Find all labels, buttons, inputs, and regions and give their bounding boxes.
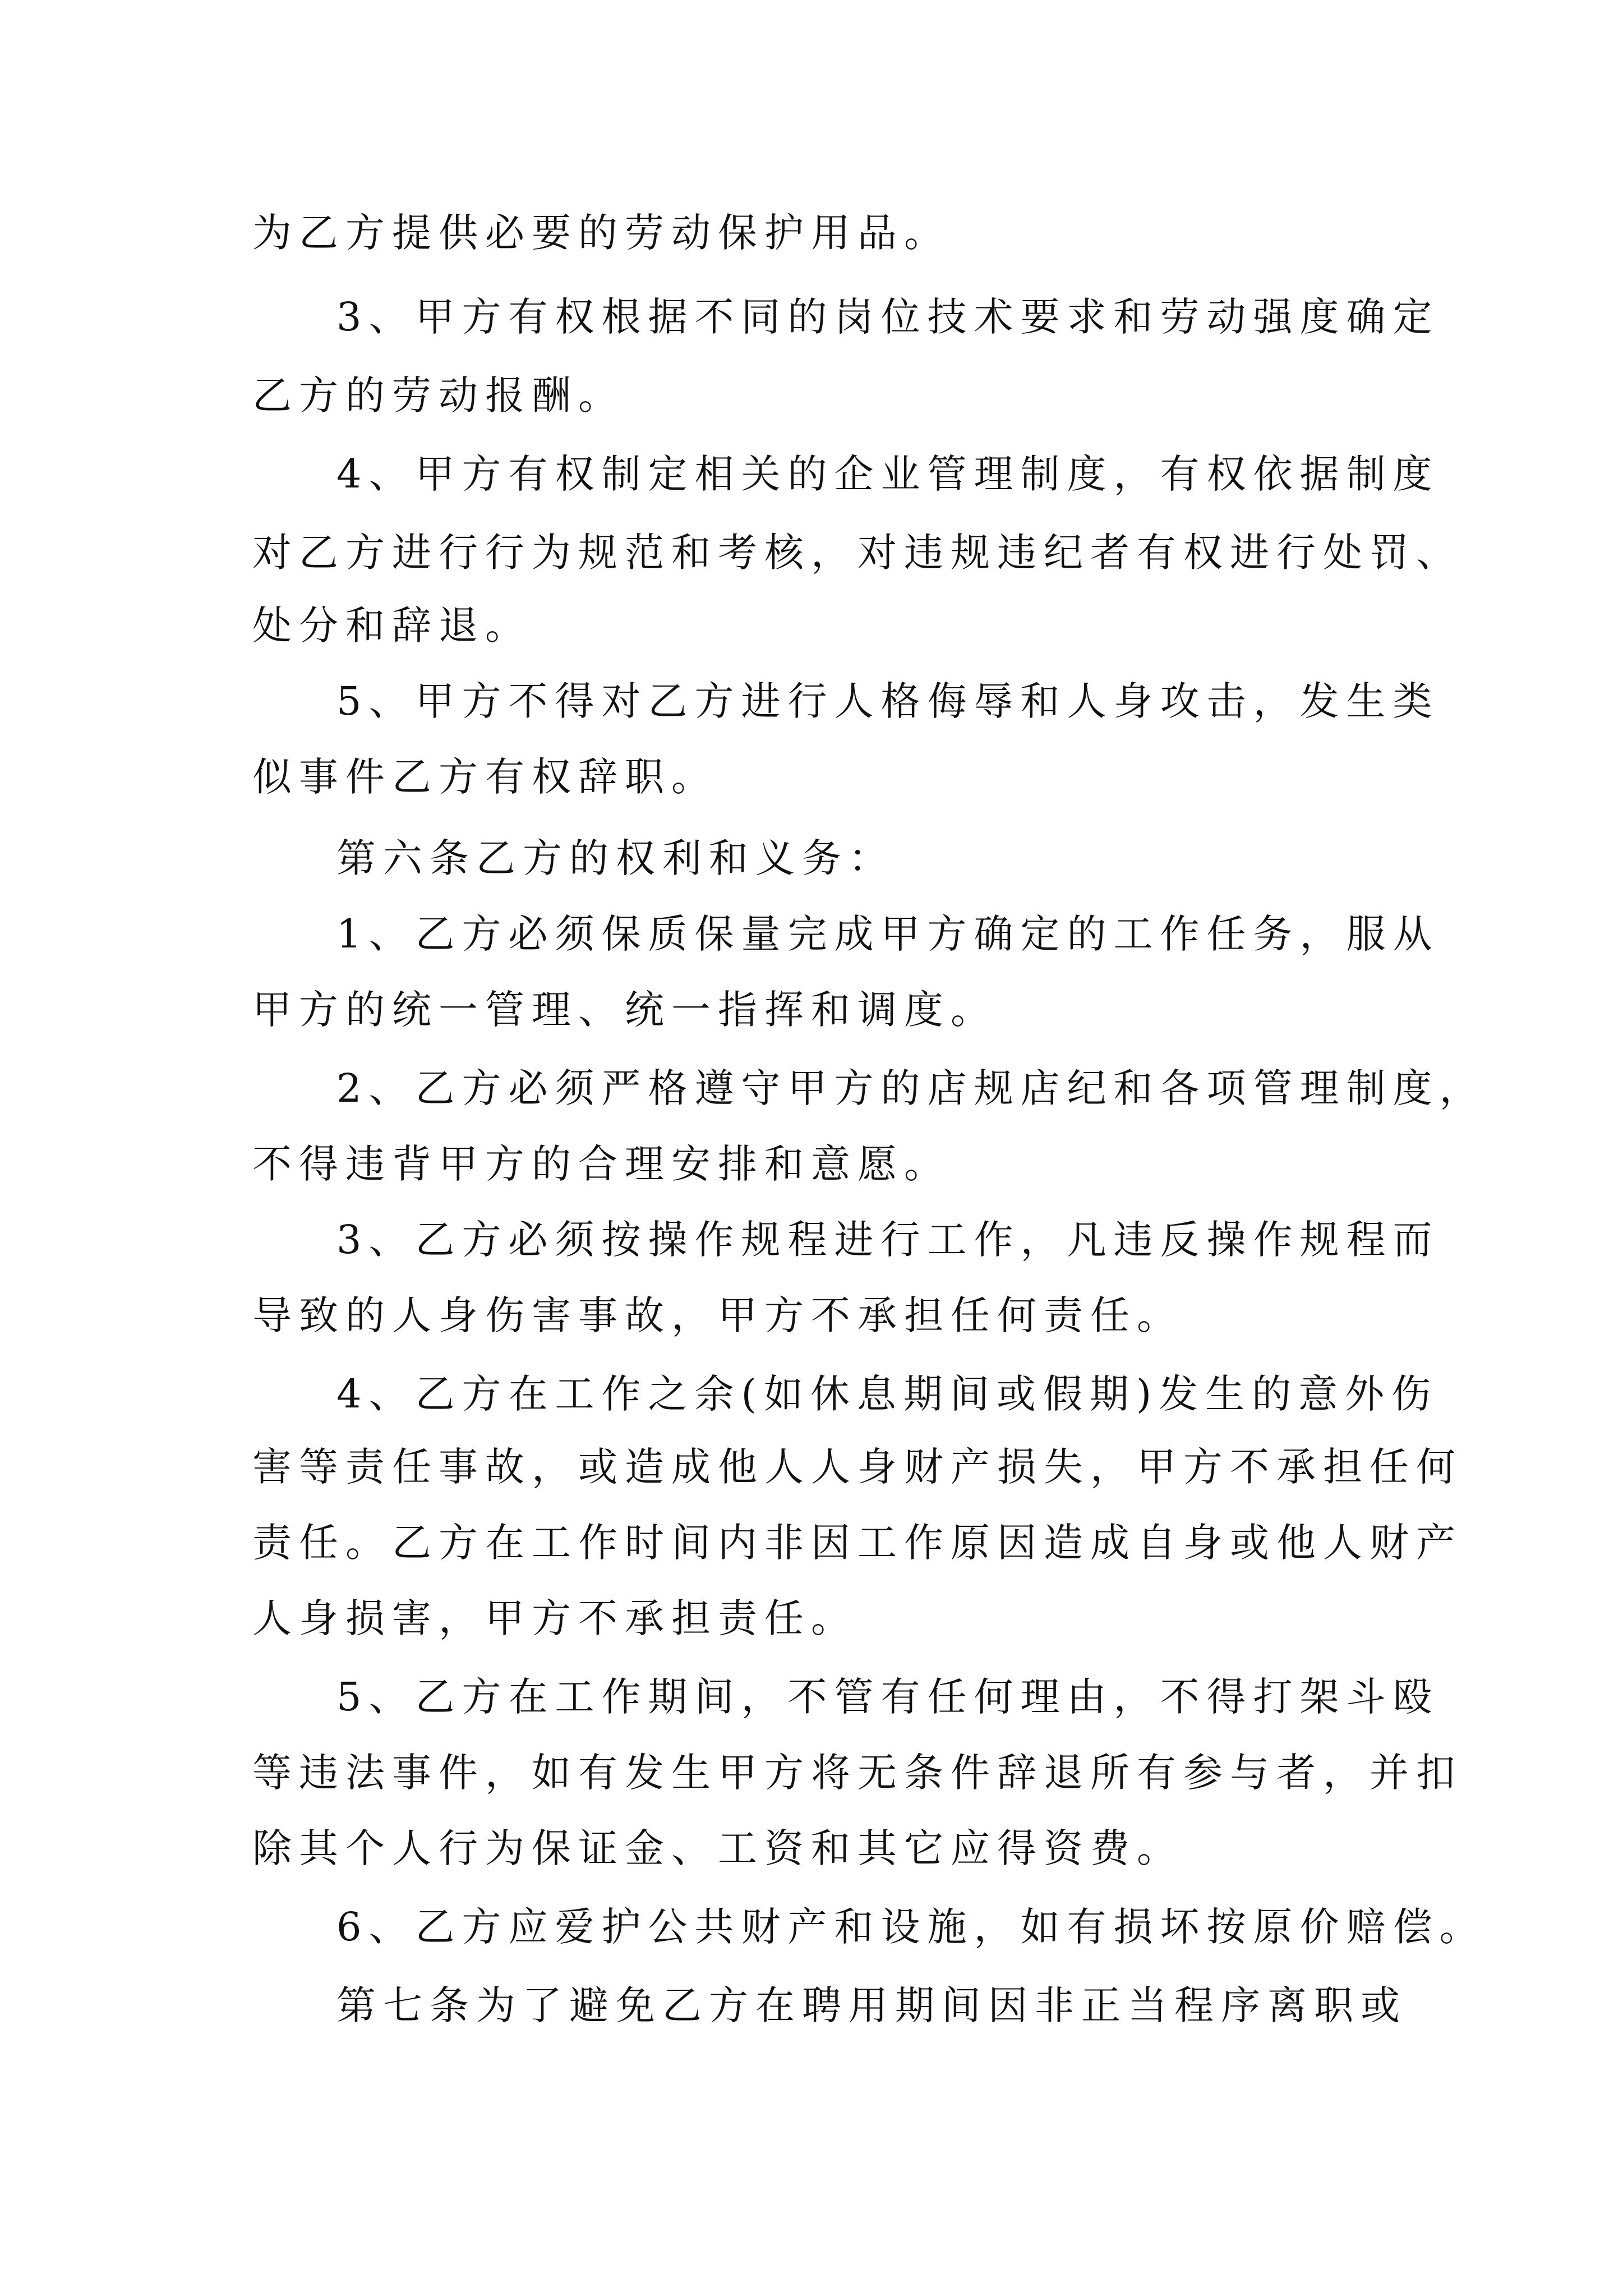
body-text-line: 人身损害，甲方不承担责任。 [252,1595,857,1641]
body-text-line: 害等责任事故，或造成他人人身财产损失，甲方不承担任何 [252,1444,1463,1490]
section-heading: 第七条为了避免乙方在聘用期间因非正当程序离职或 [336,1982,1407,2028]
body-text-line: 导致的人身伤害事故，甲方不承担任何责任。 [252,1292,1183,1338]
body-text-line: 4、乙方在工作之余(如休息期间或假期)发生的意外伤 [336,1371,1438,1417]
body-text-line: 5、甲方不得对乙方进行人格侮辱和人身攻击，发生类 [336,678,1440,724]
body-text-line: 1、乙方必须保质保量完成甲方确定的工作任务，服从 [336,911,1440,957]
body-text-line: 3、甲方有权根据不同的岗位技术要求和劳动强度确定 [336,294,1440,340]
body-text-line: 4、甲方有权制定相关的企业管理制度，有权依据制度 [336,451,1440,497]
body-text-line: 2、乙方必须严格遵守甲方的店规店纪和各项管理制度， [336,1065,1486,1111]
body-text-line: 为乙方提供必要的劳动保护用品。 [252,210,951,256]
body-text-line: 处分和辞退。 [252,602,532,648]
body-text-line: 不得违背甲方的合理安排和意愿。 [252,1141,951,1187]
body-text-line: 6、乙方应爱护公共财产和设施，如有损坏按原价赔偿。 [336,1904,1486,1950]
body-text-line: 责任。乙方在工作时间内非因工作原因造成自身或他人财产 [252,1520,1463,1566]
body-text-line: 等违法事件，如有发生甲方将无条件辞退所有参与者，并扣 [252,1750,1463,1796]
body-text-line: 除其个人行为保证金、工资和其它应得资费。 [252,1825,1183,1871]
body-text-line: 对乙方进行行为规范和考核，对违规违纪者有权进行处罚、 [252,530,1463,576]
body-text-line: 3、乙方必须按操作规程进行工作，凡违反操作规程而 [336,1217,1440,1263]
body-text-line: 甲方的统一管理、统一指挥和调度。 [252,987,997,1033]
section-heading: 第六条乙方的权利和义务： [336,835,895,881]
body-text-line: 5、乙方在工作期间，不管有任何理由，不得打架斗殴 [336,1674,1440,1720]
body-text-line: 似事件乙方有权辞职。 [252,754,718,800]
body-text-line: 乙方的劳动报酬。 [252,372,625,418]
